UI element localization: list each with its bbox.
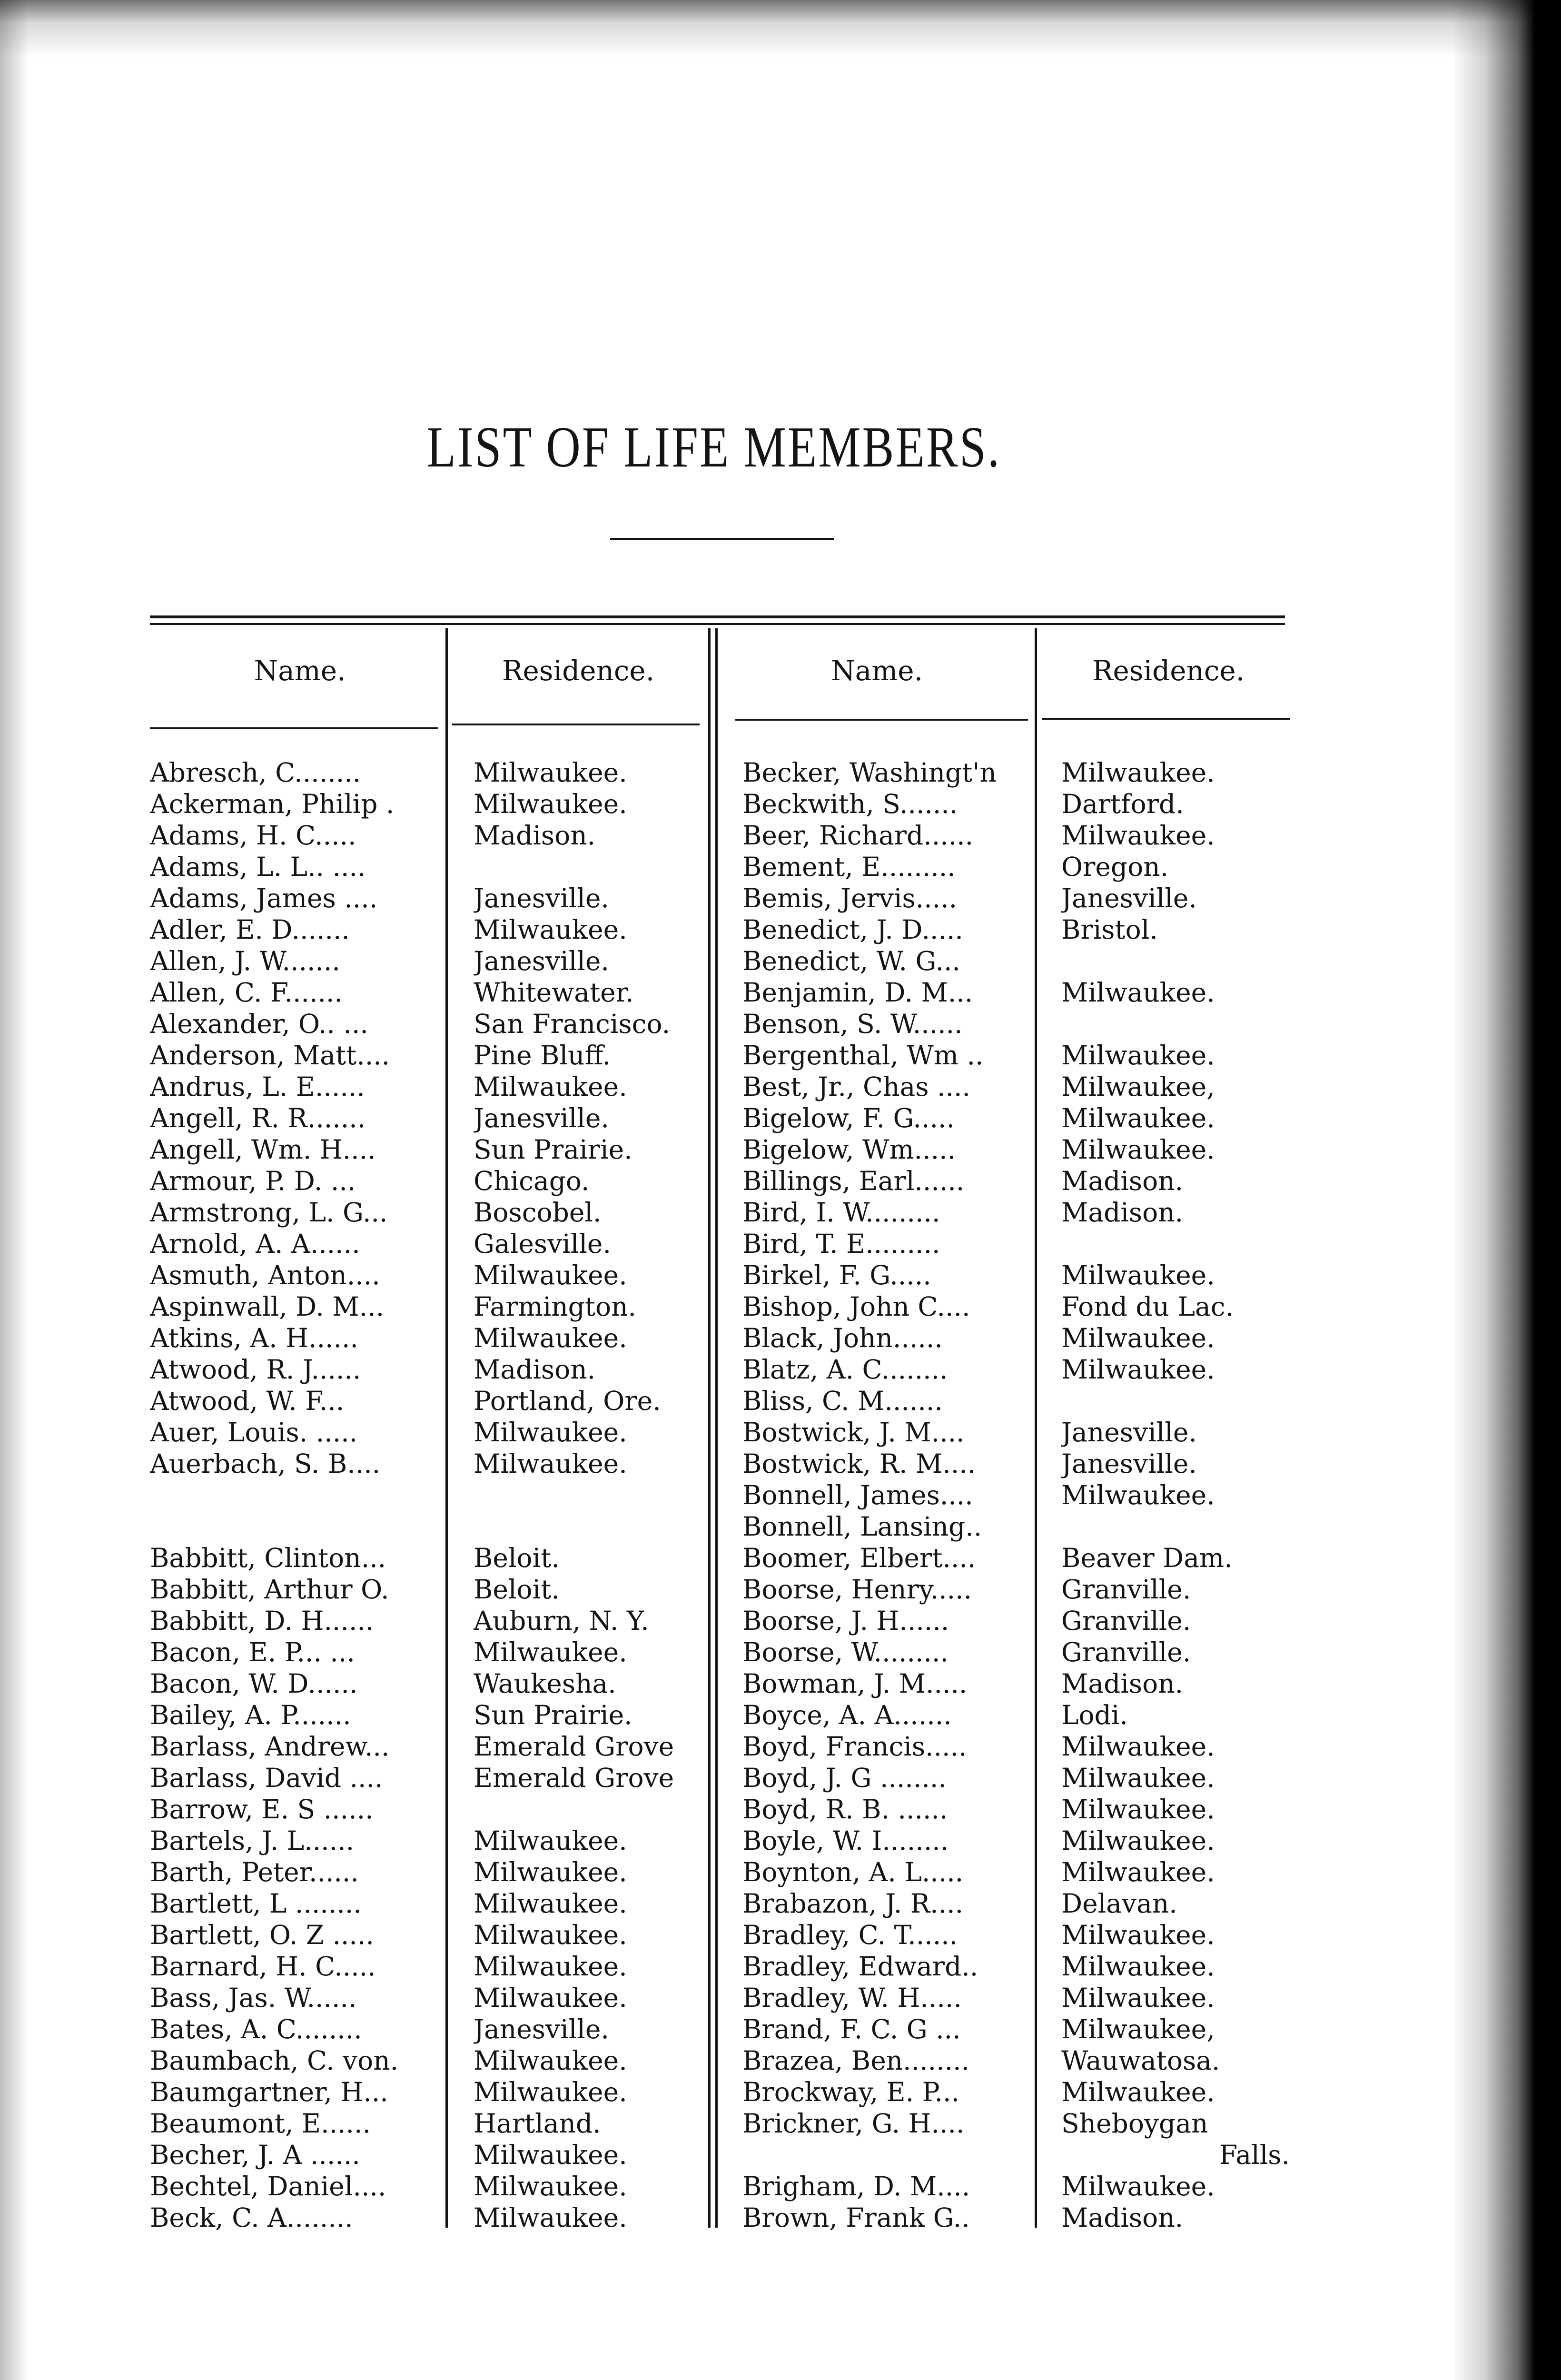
header-underline-3: [735, 719, 1028, 721]
header-residence-left: Residence.: [502, 654, 655, 687]
member-name: Bartlett, O. Z .....: [150, 1920, 374, 1950]
member-name: Baumgartner, H...: [150, 2077, 388, 2107]
member-residence: Milwaukee.: [1061, 1323, 1215, 1353]
member-name: Bartlett, L ........: [150, 1888, 362, 1919]
header-name-left: Name.: [254, 654, 346, 687]
member-name: Barrow, E. S ......: [150, 1794, 374, 1825]
member-name: Ackerman, Philip .: [150, 789, 395, 819]
header-underline-2: [452, 724, 700, 725]
member-name: Alexander, O.. ...: [150, 1009, 368, 1039]
member-name: Aspinwall, D. M...: [150, 1291, 385, 1322]
member-residence: Milwaukee.: [1061, 1134, 1215, 1165]
member-residence: Milwaukee.: [474, 1983, 627, 2013]
member-residence: Hartland.: [474, 2108, 601, 2139]
member-name: Bowman, J. M.....: [742, 1668, 968, 1699]
member-residence: Madison.: [1061, 1668, 1184, 1699]
member-name: Billings, Earl......: [742, 1166, 965, 1196]
member-name: Bass, Jas. W......: [150, 1983, 357, 2013]
member-residence: Granville.: [1061, 1606, 1191, 1636]
member-residence: Milwaukee.: [1061, 820, 1215, 851]
member-name: Bigelow, F. G.....: [742, 1103, 955, 1133]
member-name: Benedict, J. D.....: [742, 914, 963, 945]
member-residence: Milwaukee.: [474, 1448, 627, 1479]
member-name: Benedict, W. G...: [742, 946, 960, 976]
member-residence: Milwaukee.: [1061, 1857, 1215, 1887]
member-residence: Janesville.: [1061, 883, 1197, 913]
member-residence: Fond du Lac.: [1061, 1291, 1234, 1322]
member-name: Bishop, John C....: [742, 1291, 970, 1322]
member-name: Bostwick, R. M....: [742, 1448, 976, 1479]
member-residence: [474, 1794, 707, 1825]
member-name: Boyd, Francis.....: [742, 1731, 967, 1762]
member-name: Abresch, C........: [150, 757, 361, 788]
member-name: [150, 1511, 445, 1542]
member-residence: Falls.: [1219, 2140, 1290, 2170]
member-name: Brown, Frank G..: [742, 2202, 970, 2233]
header-name-right: Name.: [830, 654, 923, 687]
member-name: Brockway, E. P...: [742, 2077, 959, 2107]
member-name: Bird, T. E.........: [742, 1229, 940, 1259]
member-residence: Milwaukee.: [474, 1417, 627, 1448]
member-residence: [1061, 1511, 1299, 1542]
member-residence: Milwaukee.: [1061, 2077, 1215, 2107]
member-residence: Milwaukee.: [1061, 1983, 1215, 2013]
member-residence: Milwaukee.: [474, 1825, 627, 1856]
member-name: Adler, E. D.......: [150, 914, 350, 945]
header-residence-right: Residence.: [1092, 654, 1245, 687]
member-name: Beckwith, S.......: [742, 789, 958, 819]
member-residence: Milwaukee.: [1061, 977, 1215, 1008]
member-name: Brand, F. C. G ...: [742, 2014, 961, 2044]
member-residence: [1061, 945, 1299, 977]
member-residence: Wauwatosa.: [1061, 2045, 1220, 2076]
member-residence: Milwaukee.: [474, 1951, 627, 1982]
member-name: Black, John......: [742, 1323, 943, 1353]
member-residence: Whitewater.: [474, 977, 634, 1008]
header-underline-4: [1042, 718, 1290, 720]
member-residence: Sheboygan: [1061, 2108, 1208, 2139]
member-name: Brazea, Ben........: [742, 2045, 970, 2076]
member-residence: [1061, 1228, 1299, 1259]
member-name: Boorse, J. H......: [742, 1606, 949, 1636]
scan-edge-left: [0, 0, 29, 2380]
member-name: Brickner, G. H....: [742, 2108, 965, 2139]
right-name-column: [742, 757, 1033, 2233]
member-name: Blatz, A. C........: [742, 1354, 948, 1385]
member-name: Beaumont, E......: [150, 2108, 371, 2139]
member-residence: Chicago.: [474, 1166, 590, 1196]
member-residence: Portland, Ore.: [474, 1386, 661, 1416]
member-name: Boomer, Elbert....: [742, 1543, 976, 1573]
member-name: Armour, P. D. ...: [150, 1166, 356, 1196]
member-residence: Auburn, N. Y.: [474, 1606, 649, 1636]
member-residence: Janesville.: [474, 2014, 609, 2044]
member-residence: Milwaukee.: [1061, 1951, 1215, 1982]
member-name: Atkins, A. H......: [150, 1323, 358, 1353]
member-name: Brabazon, J. R....: [742, 1888, 964, 1919]
member-residence: [1061, 1008, 1299, 1040]
member-residence: Milwaukee.: [1061, 1825, 1215, 1856]
member-residence: Madison.: [1061, 1166, 1184, 1196]
divider-right-name-res: [1035, 628, 1037, 2228]
member-residence: Waukesha.: [474, 1668, 616, 1699]
member-residence: Milwaukee.: [474, 1920, 627, 1950]
member-residence: Pine Bluff.: [474, 1040, 611, 1071]
member-residence: Madison.: [1061, 2202, 1184, 2233]
member-residence: Milwaukee.: [1061, 1260, 1215, 1290]
member-residence: Milwaukee.: [1061, 1763, 1215, 1793]
member-name: Benson, S. W......: [742, 1009, 963, 1039]
member-residence: Madison.: [474, 820, 596, 851]
member-name: Bacon, E. P... ...: [150, 1637, 355, 1667]
member-name: Babbitt, D. H......: [150, 1606, 374, 1636]
member-name: Auerbach, S. B....: [150, 1448, 381, 1479]
member-residence: Milwaukee.: [474, 1857, 627, 1887]
member-name: Bonnell, James....: [742, 1480, 973, 1510]
member-residence: Galesville.: [474, 1229, 611, 1259]
scan-edge-right: [1452, 0, 1561, 2380]
member-residence: Granville.: [1061, 1637, 1191, 1667]
member-residence: Milwaukee.: [1061, 1794, 1215, 1825]
member-name: Becher, J. A ......: [150, 2140, 360, 2170]
scan-edge-top: [0, 0, 1561, 57]
member-residence: Janesville.: [1061, 1448, 1197, 1479]
member-name: Boyd, R. B. ......: [742, 1794, 948, 1825]
member-name: Bradley, W. H.....: [742, 1983, 962, 2013]
member-residence: [474, 1511, 707, 1542]
member-name: Armstrong, L. G...: [150, 1197, 388, 1228]
member-name: Adams, James ....: [150, 883, 378, 913]
member-residence: Milwaukee.: [1061, 1731, 1215, 1762]
member-residence: Janesville.: [474, 946, 609, 976]
member-name: Barth, Peter......: [150, 1857, 359, 1887]
member-residence: Farmington.: [474, 1291, 637, 1322]
member-residence: Milwaukee.: [1061, 1040, 1215, 1071]
header-underline-1: [150, 727, 438, 729]
member-residence: Milwaukee.: [474, 2077, 627, 2107]
title-underline: [610, 538, 834, 540]
member-name: Allen, J. W.......: [150, 946, 340, 976]
member-residence: Emerald Grove: [474, 1763, 674, 1793]
member-residence: [1061, 1385, 1299, 1417]
member-name: Angell, Wm. H....: [150, 1134, 376, 1165]
member-name: Bostwick, J. M....: [742, 1417, 965, 1448]
member-name: Adams, L. L.. ....: [150, 852, 366, 882]
member-name: Bradley, Edward..: [742, 1951, 978, 1982]
member-residence: Sun Prairie.: [474, 1700, 632, 1730]
member-residence: Milwaukee.: [1061, 2171, 1215, 2202]
member-residence: Granville.: [1061, 1574, 1191, 1605]
table-top-rule-1: [150, 615, 1285, 618]
member-residence: Delavan.: [1061, 1888, 1177, 1919]
member-name: Atwood, R. J......: [150, 1354, 361, 1385]
member-name: Bartels, J. L......: [150, 1825, 355, 1856]
member-residence: Milwaukee.: [1061, 1354, 1215, 1385]
left-residence-column: [474, 757, 707, 2233]
member-name: Andrus, L. E......: [150, 1071, 365, 1102]
member-residence: Milwaukee.: [474, 757, 627, 788]
member-residence: Sun Prairie.: [474, 1134, 632, 1165]
page-title: LIST OF LIFE MEMBERS.: [426, 415, 1001, 479]
member-name: Boynton, A. L.....: [742, 1857, 964, 1887]
member-residence: Milwaukee.: [474, 789, 627, 819]
member-residence: Milwaukee,: [1061, 2014, 1215, 2044]
member-residence: Milwaukee.: [474, 2202, 627, 2233]
member-name: Barlass, David ....: [150, 1763, 383, 1793]
member-residence: Madison.: [1061, 1197, 1184, 1228]
divider-left-name-res: [445, 628, 448, 2228]
member-name: Bigelow, Wm.....: [742, 1134, 956, 1165]
member-residence: Madison.: [474, 1354, 596, 1385]
member-residence: Oregon.: [1061, 852, 1169, 882]
member-name: Bergenthal, Wm ..: [742, 1040, 984, 1071]
member-name: Bradley, C. T......: [742, 1920, 958, 1950]
member-residence: Janesville.: [1061, 1417, 1197, 1448]
member-residence: Milwaukee.: [474, 1323, 627, 1353]
member-residence: Milwaukee.: [474, 1888, 627, 1919]
member-residence: Milwaukee.: [1061, 1480, 1215, 1510]
divider-center-1: [708, 628, 711, 2228]
member-name: [742, 2139, 1033, 2171]
member-name: Bemis, Jervis.....: [742, 883, 958, 913]
member-name: Bailey, A. P.......: [150, 1700, 351, 1730]
member-name: Allen, C. F.......: [150, 977, 343, 1008]
member-residence: Milwaukee.: [474, 1260, 627, 1290]
member-residence: Milwaukee.: [474, 914, 627, 945]
member-name: Brigham, D. M....: [742, 2171, 970, 2202]
right-residence-column: [1061, 757, 1299, 2233]
member-name: Birkel, F. G.....: [742, 1260, 931, 1290]
member-name: Bechtel, Daniel....: [150, 2171, 386, 2202]
member-residence: Dartford.: [1061, 789, 1184, 819]
member-name: Beck, C. A........: [150, 2202, 353, 2233]
member-residence: Milwaukee.: [474, 1637, 627, 1667]
member-residence: Janesville.: [474, 1103, 609, 1133]
member-residence: [474, 851, 707, 883]
member-name: Arnold, A. A......: [150, 1229, 360, 1259]
member-residence: Milwaukee.: [1061, 1103, 1215, 1133]
member-name: Angell, R. R.......: [150, 1103, 366, 1133]
member-name: Adams, H. C.....: [150, 820, 356, 851]
member-residence: Milwaukee.: [474, 2171, 627, 2202]
member-name: Bird, I. W.........: [742, 1197, 940, 1228]
member-residence: Beaver Dam.: [1061, 1543, 1233, 1573]
member-name: Bliss, C. M.......: [742, 1386, 943, 1416]
member-name: Benjamin, D. M...: [742, 977, 973, 1008]
member-name: Auer, Louis. .....: [150, 1417, 358, 1448]
member-residence: Milwaukee.: [474, 2140, 627, 2170]
member-residence: [474, 1479, 707, 1511]
member-residence: Lodi.: [1061, 1700, 1128, 1730]
divider-center-2: [715, 628, 718, 2228]
member-name: Barnard, H. C.....: [150, 1951, 376, 1982]
member-residence: Janesville.: [474, 883, 609, 913]
member-residence: Beloit.: [474, 1574, 560, 1605]
member-name: Anderson, Matt....: [150, 1040, 390, 1071]
member-name: Babbitt, Arthur O.: [150, 1574, 389, 1605]
member-name: [150, 1479, 445, 1511]
left-name-column: [150, 757, 445, 2233]
member-name: Atwood, W. F...: [150, 1386, 345, 1416]
member-name: Boorse, Henry.....: [742, 1574, 972, 1605]
member-residence: Bristol.: [1061, 914, 1158, 945]
member-residence: Milwaukee.: [474, 1071, 627, 1102]
member-name: Boyce, A. A.......: [742, 1700, 952, 1730]
member-name: Barlass, Andrew...: [150, 1731, 390, 1762]
member-residence: Beloit.: [474, 1543, 560, 1573]
member-name: Babbitt, Clinton...: [150, 1543, 386, 1573]
member-name: Best, Jr., Chas ....: [742, 1071, 970, 1102]
member-residence: Milwaukee.: [1061, 1920, 1215, 1950]
member-name: Asmuth, Anton....: [150, 1260, 380, 1290]
member-name: Boorse, W.........: [742, 1637, 948, 1667]
member-name: Bonnell, Lansing..: [742, 1511, 982, 1542]
table-top-rule-2: [150, 623, 1285, 625]
member-name: Boyd, J. G ........: [742, 1763, 947, 1793]
member-residence: Milwaukee.: [1061, 757, 1215, 788]
member-residence: Emerald Grove: [474, 1731, 674, 1762]
member-name: Becker, Washingt'n: [742, 757, 997, 788]
member-residence: Boscobel.: [474, 1197, 602, 1228]
member-name: Beer, Richard......: [742, 820, 974, 851]
member-name: Bacon, W. D......: [150, 1668, 358, 1699]
member-name: Bates, A. C........: [150, 2014, 362, 2044]
member-name: Baumbach, C. von.: [150, 2045, 399, 2076]
member-residence: Milwaukee,: [1061, 1071, 1215, 1102]
member-name: Boyle, W. I........: [742, 1825, 949, 1856]
member-name: Bement, E.........: [742, 852, 956, 882]
member-residence: San Francisco.: [474, 1009, 671, 1039]
member-residence: Milwaukee.: [474, 2045, 627, 2076]
